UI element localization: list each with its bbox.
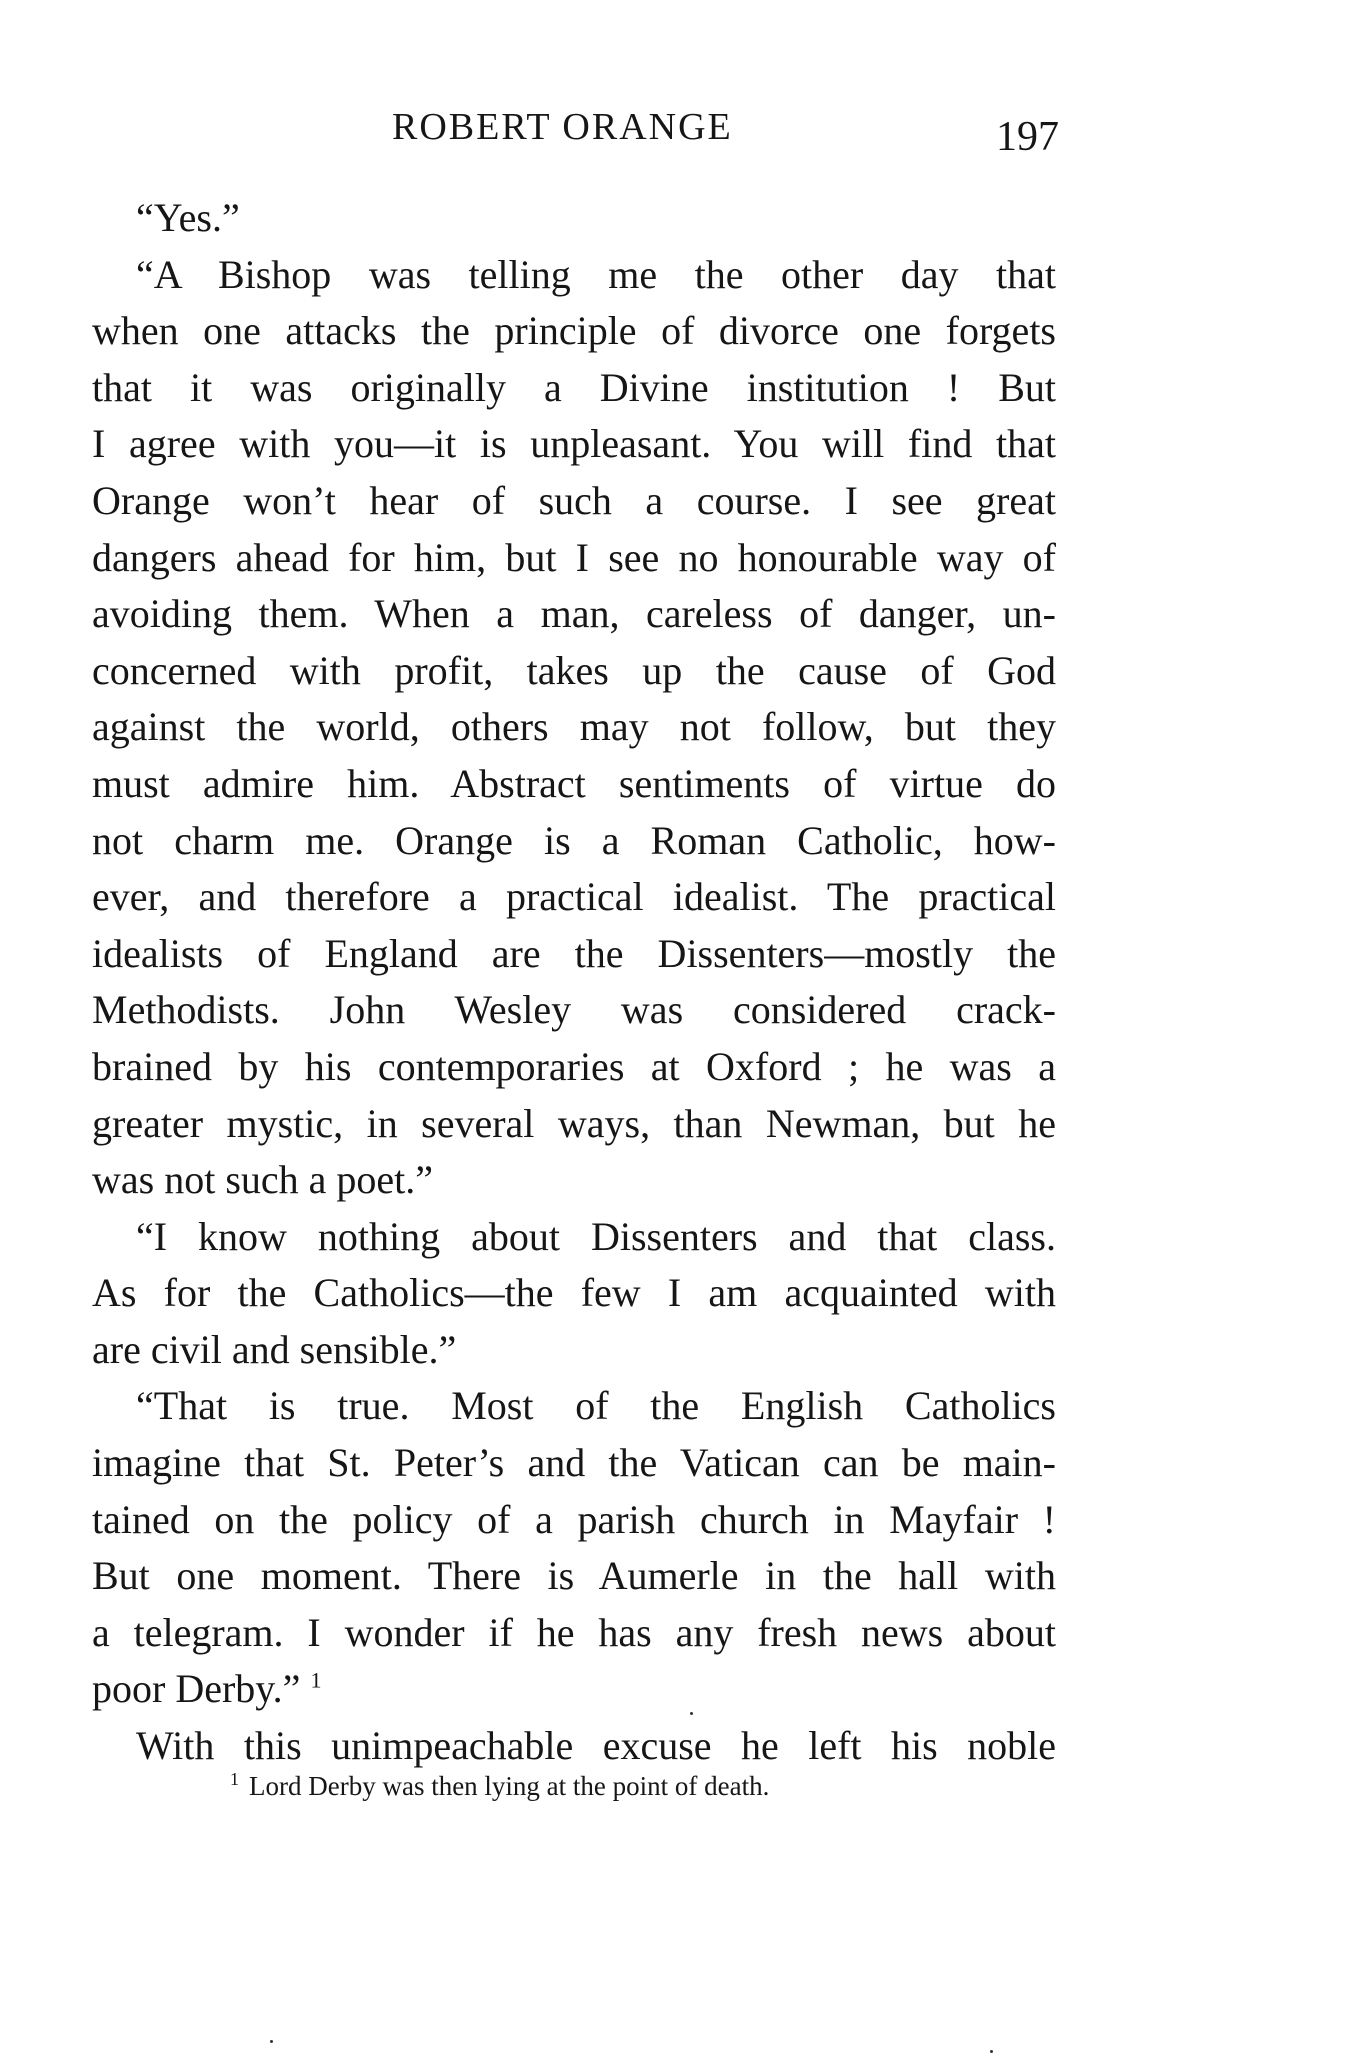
text-line: was not such a poet.” (92, 1157, 434, 1203)
text-line: As for the Catholics—the few I am acquainted with (92, 1270, 1056, 1316)
text-line: idealists of England are the Dissenters—mostly the (92, 930, 1056, 976)
footnote-marker: 1 (230, 1769, 239, 1789)
text-line: But one moment. There is Aumerle in the hall with (92, 1553, 1056, 1599)
text-line: against the world, others may not follow, but they (92, 704, 1056, 750)
text-line: imagine that St. Peter’s and the Vatican can be main- (92, 1440, 1056, 1486)
text-line: when one attacks the principle of divorce one forgets (92, 308, 1056, 354)
print-speck (270, 2040, 273, 2043)
text-line: a telegram. I wonder if he has any fresh news about (92, 1609, 1056, 1655)
footnote-text: Lord Derby was then lying at the point of death. (249, 1771, 770, 1801)
text-line: greater mystic, in several ways, than Newman, but he (92, 1100, 1056, 1146)
text-line: avoiding them. When a man, careless of danger, un- (92, 591, 1056, 637)
text-line: tained on the policy of a parish church in Mayfair ! (92, 1496, 1056, 1542)
text-line: dangers ahead for him, but I see no honourable way of (92, 534, 1056, 580)
footnote (230, 1766, 769, 1806)
page-number: 197 (996, 114, 1059, 160)
text-line-with-note (92, 1661, 1056, 1718)
text-line: “That is true. Most of the English Catholics (136, 1383, 1056, 1429)
text-line: “I know nothing about Dissenters and that class. (136, 1213, 1056, 1259)
running-head-title: ROBERT ORANGE (392, 106, 733, 148)
text-line: not charm me. Orange is a Roman Catholic, how- (92, 817, 1056, 863)
text-line: brained by his contemporaries at Oxford ; he was a (92, 1043, 1056, 1089)
text-line: ever, and therefore a practical idealist. The practical (92, 874, 1056, 920)
text-line: Orange won’t hear of such a course. I see great (92, 477, 1056, 523)
footnote-reference: 1 (310, 1668, 322, 1694)
text-line: “A Bishop was telling me the other day that (136, 251, 1056, 297)
text-line: With this unimpeachable excuse he left his noble (136, 1723, 1056, 1769)
text-line: poor Derby.” (92, 1666, 301, 1712)
text-line: are civil and sensible.” (92, 1326, 457, 1372)
body-text (92, 190, 1056, 1775)
text-line: Methodists. John Wesley was considered crack- (92, 987, 1056, 1033)
text-line: concerned with profit, takes up the cause of God (92, 647, 1056, 693)
text-line: must admire him. Abstract sentiments of virtue do (92, 760, 1056, 806)
text-line: I agree with you—it is unpleasant. You will find that (92, 421, 1056, 467)
text-line: “Yes.” (136, 195, 240, 240)
print-speck (690, 1712, 693, 1715)
print-speck (990, 2050, 993, 2053)
text-line: that it was originally a Divine institution ! But (92, 364, 1056, 410)
